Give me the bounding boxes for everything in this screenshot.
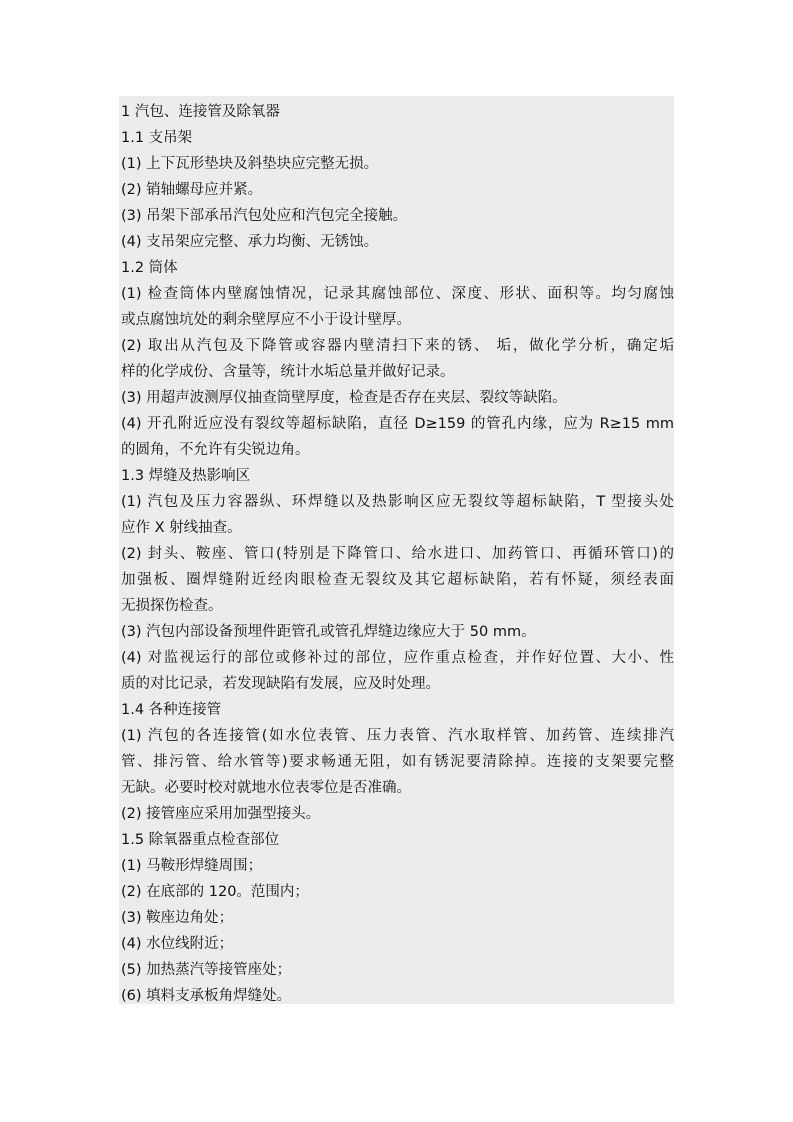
document-body — [119, 96, 674, 1004]
paragraph-line: (2) 封头、鞍座、管口(特别是下降管口、给水进口、加药管口、再循环管口)的 — [121, 546, 674, 562]
paragraph-line: (4) 支吊架应完整、承力均衡、无锈蚀。 — [121, 234, 379, 250]
subsection-heading: 1.3 焊缝及热影响区 — [121, 468, 251, 484]
paragraph-line: 或点腐蚀坑处的剩余壁厚应不小于设计壁厚。 — [121, 312, 411, 328]
paragraph-line: (3) 用超声波测厚仪抽查筒壁厚度，检查是否存在夹层、裂纹等缺陷。 — [121, 390, 567, 406]
paragraph-line: 管、排污管、给水管等)要求畅通无阻，如有锈泥要清除掉。连接的支架要完整 — [121, 754, 674, 770]
paragraph-line: (1) 汽包及压力容器纵、环焊缝以及热影响区应无裂纹等超标缺陷，T 型接头处 — [121, 494, 674, 510]
paragraph-line: (1) 汽包的各连接管(如水位表管、压力表管、汽水取样管、加药管、连续排汽 — [121, 728, 674, 744]
paragraph-line: 样的化学成份、含量等，统计水垢总量并做好记录。 — [121, 364, 455, 380]
list-item: (4) 水位线附近； — [121, 936, 234, 952]
paragraph-line: 的圆角，不允许有尖锐边角。 — [121, 442, 310, 458]
paragraph-line: 无损探伤检查。 — [121, 598, 223, 614]
list-item: (2) 在底部的 120。范围内； — [121, 884, 309, 900]
list-item: (5) 加热蒸汽等接管座处； — [121, 962, 292, 978]
subsection-heading: 1.5 除氧器重点检查部位 — [121, 832, 280, 848]
paragraph-line: 加强板、圈焊缝附近经肉眼检查无裂纹及其它超标缺陷，若有怀疑，须经表面 — [121, 572, 674, 588]
list-item: (1) 马鞍形焊缝周围； — [121, 858, 263, 874]
paragraph-line: (2) 接管座应采用加强型接头。 — [121, 806, 321, 822]
list-item: (6) 填料支承板角焊缝处。 — [121, 988, 292, 1004]
paragraph-line: 无缺。必要时校对就地水位表零位是否准确。 — [121, 780, 411, 796]
paragraph-line: (1) 上下瓦形垫块及斜垫块应完整无损。 — [121, 156, 379, 172]
paragraph-line: 质的对比记录，若发现缺陷有发展，应及时处理。 — [121, 676, 440, 692]
section-heading: 1 汽包、连接管及除氧器 — [121, 104, 280, 120]
list-item: (3) 鞍座边角处； — [121, 910, 234, 926]
subsection-heading: 1.1 支吊架 — [121, 130, 193, 146]
paragraph-line: (2) 取出从汽包及下降管或容器内壁清扫下来的锈、 垢，做化学分析，确定垢 — [121, 338, 674, 354]
paragraph-line: (3) 汽包内部设备预埋件距管孔或管孔焊缝边缘应大于 50 mm。 — [121, 624, 536, 640]
subsection-heading: 1.4 各种连接管 — [121, 702, 222, 718]
paragraph-line: (1) 检查筒体内壁腐蚀情况，记录其腐蚀部位、深度、形状、面积等。均匀腐蚀 — [121, 286, 674, 302]
paragraph-line: (2) 销轴螺母应并紧。 — [121, 182, 263, 198]
paragraph-line: (3) 吊架下部承吊汽包处应和汽包完全接触。 — [121, 208, 408, 224]
subsection-heading: 1.2 筒体 — [121, 260, 178, 276]
paragraph-line: 应作 X 射线抽查。 — [121, 520, 242, 536]
paragraph-line: (4) 对监视运行的部位或修补过的部位，应作重点检查，并作好位置、大小、性 — [121, 650, 674, 666]
paragraph-line: (4) 开孔附近应没有裂纹等超标缺陷，直径 D≥159 的管孔内缘，应为 R≥15 mm — [121, 416, 674, 432]
